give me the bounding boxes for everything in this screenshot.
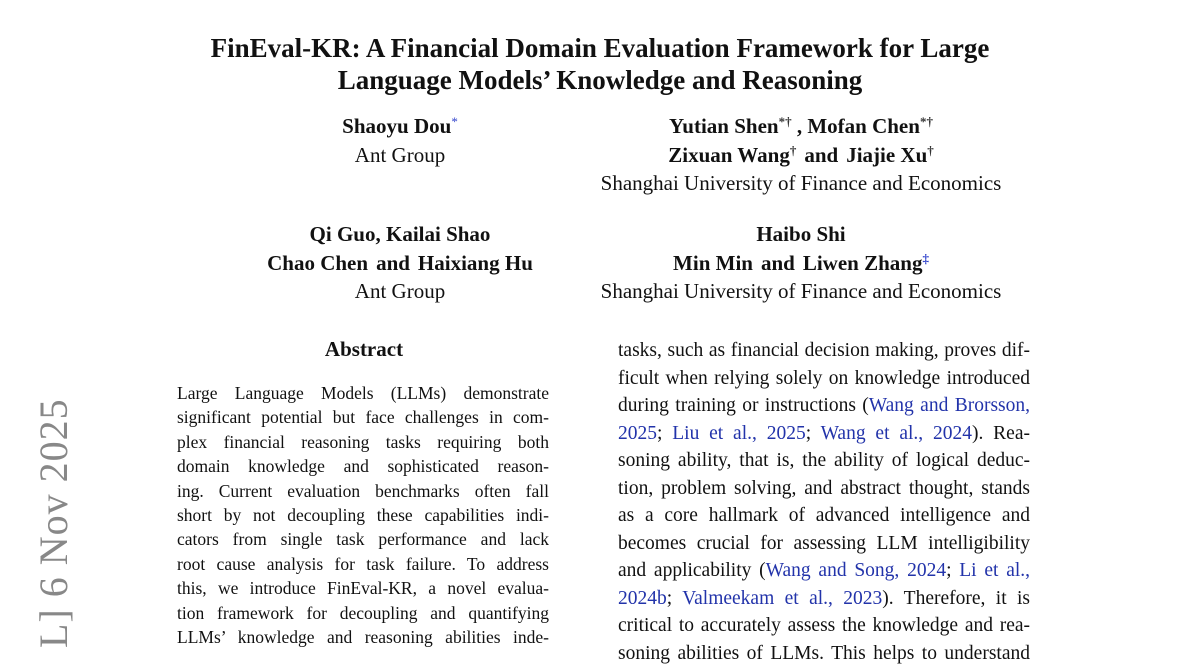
body-line bbox=[618, 392, 1030, 420]
citation-link[interactable]: 2025 bbox=[618, 423, 657, 444]
author-name: Liwen Zhang bbox=[803, 251, 923, 275]
author-and: and bbox=[804, 143, 838, 167]
body-text-run: ; bbox=[806, 423, 821, 444]
abstract-line: Large Language Models (LLMs) demonstrate bbox=[177, 381, 549, 405]
body-text-run: and applicability ( bbox=[618, 560, 766, 581]
body-line: as a core hallmark of advanced intelligence and bbox=[618, 502, 1030, 530]
author-name: Mofan Chen bbox=[807, 114, 920, 138]
author-mark: † bbox=[927, 143, 934, 158]
author-names: Qi Guo, Kailai Shao bbox=[228, 220, 572, 249]
abstract-line: significant potential but face challenges in com- bbox=[177, 405, 549, 429]
body-line: soning ability, that is, the ability of logical deduc- bbox=[618, 447, 1030, 475]
abstract-line: this, we introduce FinEval-KR, a novel evalua- bbox=[177, 576, 549, 600]
abstract-text bbox=[177, 381, 549, 649]
author-name: Yutian Shen bbox=[669, 114, 779, 138]
abstract-line: tion framework for decoupling and quantifying bbox=[177, 601, 549, 625]
author-affiliation: Shanghai University of Finance and Economics bbox=[560, 277, 1042, 306]
paper-title bbox=[0, 32, 1200, 96]
author-name: Zixuan Wang bbox=[668, 143, 790, 167]
author-affiliation: Ant Group bbox=[228, 277, 572, 306]
abstract-line: cators from single task performance and lack bbox=[177, 527, 549, 551]
author-block-3 bbox=[228, 220, 572, 306]
author-block-1 bbox=[300, 112, 500, 169]
body-line: becomes crucial for assessing LLM intelligibility bbox=[618, 530, 1030, 558]
paper-title-line-2: Language Models’ Knowledge and Reasoning bbox=[0, 64, 1200, 96]
author-names: Haibo Shi bbox=[560, 220, 1042, 249]
abstract-line: domain knowledge and sophisticated reason- bbox=[177, 454, 549, 478]
author-name: Shaoyu Dou bbox=[342, 114, 451, 138]
body-text-run: ; bbox=[667, 588, 682, 609]
arxiv-stamp-text: L] 6 Nov 2025 bbox=[30, 398, 77, 648]
author-block-4 bbox=[560, 220, 1042, 306]
abstract-line: root cause analysis for task failure. To address bbox=[177, 552, 549, 576]
body-text-run: ; bbox=[657, 423, 672, 444]
abstract-line: short by not decoupling these capabilities indi- bbox=[177, 503, 549, 527]
author-mark: *† bbox=[779, 114, 792, 129]
abstract-line: ing. Current evaluation benchmarks often fall bbox=[177, 479, 549, 503]
body-line bbox=[618, 557, 1030, 585]
citation-link[interactable]: 2024b bbox=[618, 588, 667, 609]
arxiv-stamp bbox=[28, 395, 76, 648]
body-line bbox=[618, 420, 1030, 448]
author-and: and bbox=[761, 251, 795, 275]
abstract-line: plex financial reasoning tasks requiring both bbox=[177, 430, 549, 454]
author-mark: * bbox=[451, 114, 458, 129]
body-text-run: during training or instructions ( bbox=[618, 395, 869, 416]
author-separator: , bbox=[797, 114, 802, 138]
author-name: Min Min bbox=[673, 251, 753, 275]
body-line: ficult when relying solely on knowledge introduced bbox=[618, 365, 1030, 393]
author-and: and bbox=[376, 251, 410, 275]
body-text-run: ; bbox=[946, 560, 959, 581]
citation-link[interactable]: Liu et al., 2025 bbox=[672, 423, 805, 444]
body-line: tasks, such as financial decision making, proves dif- bbox=[618, 337, 1030, 365]
abstract-line: LLMs’ knowledge and reasoning abilities inde- bbox=[177, 625, 549, 649]
citation-link[interactable]: Wang et al., 2024 bbox=[821, 423, 972, 444]
body-text-run: ). Rea- bbox=[972, 423, 1030, 444]
abstract-heading: Abstract bbox=[176, 337, 552, 362]
body-text-run: ). Therefore, it is bbox=[882, 588, 1030, 609]
body-line bbox=[618, 585, 1030, 613]
author-name: Chao Chen bbox=[267, 251, 368, 275]
author-name: Haixiang Hu bbox=[418, 251, 533, 275]
author-mark: † bbox=[790, 143, 797, 158]
author-block-2 bbox=[560, 112, 1042, 198]
body-line: soning abilities of LLMs. This helps to understand bbox=[618, 640, 1030, 667]
author-affiliation: Ant Group bbox=[300, 141, 500, 170]
author-affiliation: Shanghai University of Finance and Economics bbox=[560, 169, 1042, 198]
body-line: tion, problem solving, and abstract thought, stands bbox=[618, 475, 1030, 503]
citation-link[interactable]: Li et al., bbox=[959, 560, 1030, 581]
citation-link[interactable]: Valmeekam et al., 2023 bbox=[682, 588, 882, 609]
citation-link[interactable]: Wang and Brorsson, bbox=[869, 395, 1030, 416]
author-mark: ‡ bbox=[922, 251, 929, 266]
paper-title-line-1: FinEval-KR: A Financial Domain Evaluation Framework for Large bbox=[0, 32, 1200, 64]
body-line: critical to accurately assess the knowledge and rea- bbox=[618, 612, 1030, 640]
author-name: Jiajie Xu bbox=[846, 143, 927, 167]
author-mark: *† bbox=[920, 114, 933, 129]
citation-link[interactable]: Wang and Song, 2024 bbox=[766, 560, 946, 581]
body-text bbox=[618, 337, 1030, 667]
